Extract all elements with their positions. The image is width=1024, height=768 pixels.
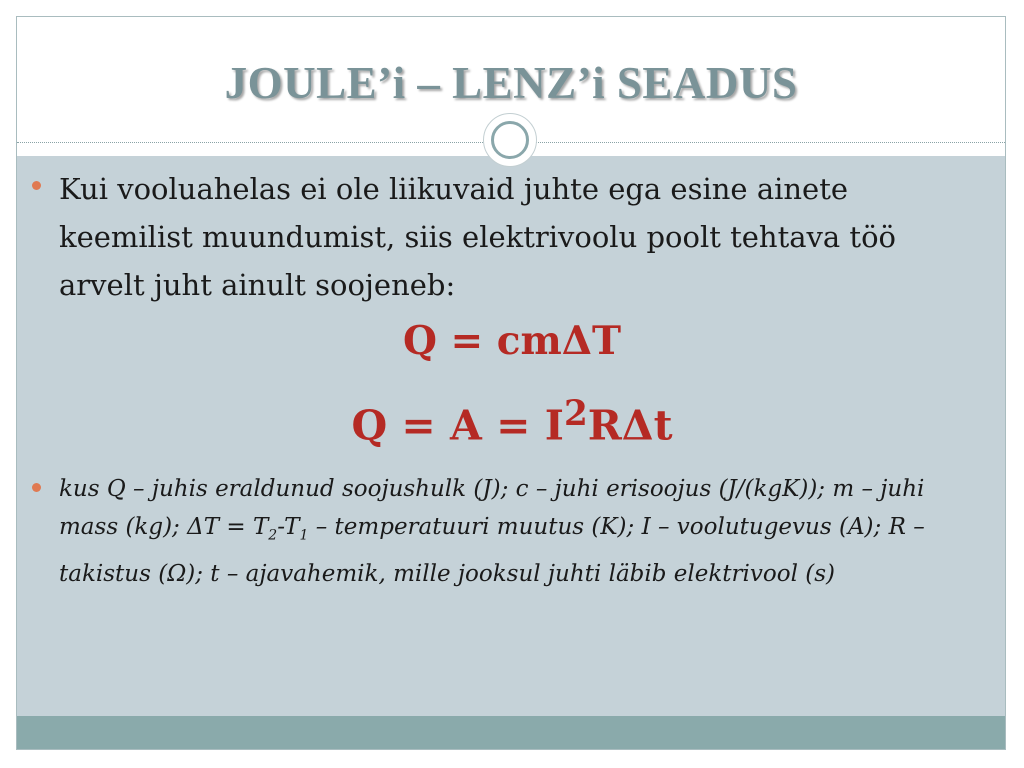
bullet-point-2 [32, 470, 962, 593]
formula-2-suffix: RΔt [587, 401, 673, 450]
bullet-text-1: Kui vooluahelas ei ole liikuvaid juhte ega esine ainete keemilist muundumist, siis elektrivoolu poolt tehtava töö arvelt juht ainult soojeneb: [59, 172, 896, 302]
formula-2-superscript: 2 [563, 394, 588, 434]
bullet-2-subscript-1: 2 [268, 527, 278, 544]
bullet-point-1 [32, 165, 962, 309]
bullet-2-part-1: kus Q – juhis eraldunud soojushulk (J); c – juhi erisoojus (J/(kgK)); m – juhi mass (kg); ΔT = T [59, 476, 925, 540]
bullet-text-2 [59, 470, 954, 593]
slide [16, 16, 1006, 750]
formula-joule-lenz [0, 394, 1024, 450]
footer-band [17, 716, 1005, 750]
formula-2-prefix: Q = A = I [351, 401, 564, 450]
circle-ornament-inner [491, 121, 529, 159]
bullet-2-part-2: -T [277, 514, 300, 540]
slide-title: JOULE’i – LENZ’i SEADUS [224, 58, 798, 108]
bullet-dot-icon [32, 483, 41, 492]
circle-ornament-icon [483, 113, 537, 167]
bullet-2-subscript-2: 1 [299, 527, 309, 544]
formula-heat: Q = cmΔT [402, 318, 622, 364]
bullet-dot-icon [32, 181, 41, 190]
bullet-2-part-3: – temperatuuri muutus (K); I – voolutugevus (A); R – takistus (Ω); t – ajavahemik, mille jooksul juhti läbib elektrivool (s) [59, 514, 925, 587]
